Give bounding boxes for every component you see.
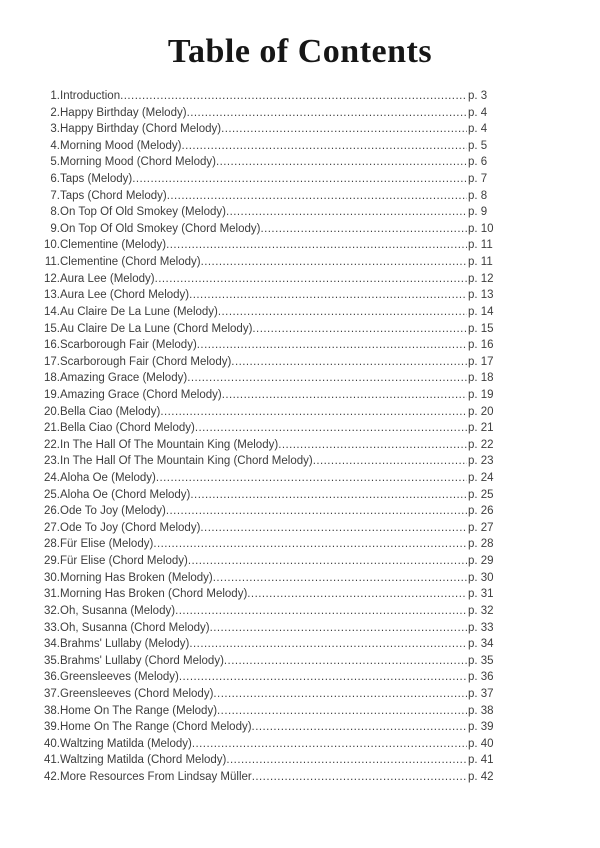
toc-entry-title: Morning Mood (Chord Melody): [60, 156, 216, 169]
toc-entry-title: Für Elise (Melody): [60, 538, 154, 551]
toc-entry-title: Happy Birthday (Melody): [60, 106, 187, 119]
toc-entry-page: p. 21: [468, 422, 494, 435]
toc-entry-leader-area: [30, 522, 467, 539]
toc-entry: [30, 522, 580, 539]
dot-leader: [252, 323, 467, 340]
page-title: Table of Contents: [167, 33, 433, 70]
dot-leader: [213, 572, 467, 589]
toc-entry-leader-area: [30, 705, 467, 722]
toc-entry-number: 14.: [44, 305, 60, 318]
toc-entry: [30, 688, 580, 705]
toc-entry-leader-area: [30, 439, 467, 456]
dot-leader: [201, 256, 467, 273]
toc-entry-number: 34.: [44, 638, 60, 651]
toc-entry-number: 3.: [50, 123, 60, 136]
toc-entry: [30, 505, 580, 522]
toc-entry-number: 39.: [44, 721, 60, 734]
toc-entry-number: 26.: [44, 505, 60, 518]
toc-entry-title: Aura Lee (Melody): [60, 272, 155, 285]
toc-entry-title: Amazing Grace (Chord Melody): [60, 388, 222, 401]
toc-entry-number: 28.: [44, 538, 60, 551]
toc-entry-leader-area: [30, 489, 467, 506]
toc-entry-page: p. 7: [468, 173, 488, 186]
toc-entry: [30, 140, 580, 157]
dot-leader: [167, 190, 467, 207]
toc-entry-number: 42.: [44, 770, 60, 783]
toc-entry: [30, 389, 580, 406]
toc-entry-leader-area: [30, 638, 467, 655]
toc-entry-number: 25.: [44, 488, 60, 501]
toc-entry-number: 22.: [44, 438, 60, 451]
toc-entry-page: p. 24: [468, 472, 494, 485]
toc-entry: [30, 156, 580, 173]
dot-leader: [221, 123, 467, 140]
toc-entry-title: Clementine (Chord Melody): [60, 256, 201, 269]
dot-leader: [195, 422, 467, 439]
toc-entry-title: Aloha Oe (Chord Melody): [60, 488, 191, 501]
dot-leader: [313, 455, 467, 472]
toc-entry-title: In The Hall Of The Mountain King (Chord Melody): [60, 455, 313, 468]
dot-leader: [187, 372, 467, 389]
toc-entry-title: Amazing Grace (Melody): [60, 372, 188, 385]
toc-entry-title: Scarborough Fair (Melody): [60, 339, 197, 352]
toc-entry-page: p. 25: [468, 488, 494, 501]
toc-entry-number: 7.: [50, 189, 60, 202]
toc-entry-title: Introduction: [60, 90, 121, 102]
toc-entry-leader-area: [30, 622, 467, 639]
toc-entry-number: 6.: [50, 173, 60, 186]
dot-leader: [226, 754, 467, 771]
toc-entry-number: 8.: [50, 206, 60, 219]
toc-entry-number: 17.: [44, 355, 60, 368]
toc-entry-title: Oh, Susanna (Chord Melody): [60, 621, 210, 634]
toc-entry-leader-area: [30, 123, 467, 140]
toc-entry-number: 35.: [44, 654, 60, 667]
toc-entry-page: p. 32: [468, 604, 494, 617]
toc-entry: [30, 588, 580, 605]
toc-entry-leader-area: [30, 472, 467, 489]
toc-entry: [30, 754, 580, 771]
toc-entry-number: 1.: [50, 90, 60, 102]
toc-entry: [30, 455, 580, 472]
toc-entry-page: p. 11: [468, 256, 493, 269]
toc-entry-title: Greensleeves (Melody): [60, 671, 179, 684]
toc-entry-number: 31.: [44, 588, 60, 601]
toc-entry-number: 10.: [44, 239, 60, 252]
toc-entry-number: 9.: [50, 222, 60, 235]
toc-entry: [30, 771, 580, 788]
dot-leader: [252, 771, 467, 788]
toc-entry-leader-area: [30, 223, 467, 240]
toc-entry-page: p. 30: [468, 571, 494, 584]
toc-entry-number: 38.: [44, 704, 60, 717]
toc-entry: [30, 372, 580, 389]
dot-leader: [190, 489, 467, 506]
dot-leader: [200, 522, 467, 539]
dot-leader: [189, 289, 467, 306]
toc-entry: [30, 306, 580, 323]
toc-entry-title: Aloha Oe (Melody): [60, 472, 156, 485]
toc-entry-page: p. 9: [468, 206, 488, 219]
dot-leader: [155, 273, 467, 290]
toc-entry-title: Brahms' Lullaby (Melody): [60, 638, 190, 651]
toc-entry-leader-area: [30, 339, 467, 356]
toc-entry-number: 5.: [50, 156, 60, 169]
toc-entry-leader-area: [30, 721, 467, 738]
toc-entry-page: p. 12: [468, 272, 494, 285]
toc-entry-title: Au Claire De La Lune (Melody): [60, 305, 218, 318]
toc-entry: [30, 223, 580, 240]
toc-entry-page: p. 20: [468, 405, 494, 418]
toc-entry-page: p. 40: [468, 737, 494, 750]
toc-entry-title: Ode To Joy (Chord Melody): [60, 521, 201, 534]
toc-entry-leader-area: [30, 389, 467, 406]
toc-entry-page: p. 35: [468, 654, 494, 667]
toc-entry-title: Brahms' Lullaby (Chord Melody): [60, 654, 224, 667]
toc-entry-number: 32.: [44, 604, 60, 617]
dot-leader: [260, 223, 467, 240]
toc-entry: [30, 190, 580, 207]
toc-entry: [30, 439, 580, 456]
toc-entry-leader-area: [30, 323, 467, 340]
dot-leader: [217, 705, 467, 722]
toc-entry-leader-area: [30, 688, 467, 705]
toc-entry-leader-area: [30, 771, 467, 788]
toc-entry-leader-area: [30, 505, 467, 522]
toc-entry-leader-area: [30, 406, 467, 423]
toc-entry-title: Aura Lee (Chord Melody): [60, 289, 190, 302]
toc-entry: [30, 738, 580, 755]
toc-entry: [30, 406, 580, 423]
toc-entry-number: 29.: [44, 555, 60, 568]
dot-leader: [153, 538, 467, 555]
dot-leader: [192, 738, 467, 755]
toc-entry: [30, 422, 580, 439]
toc-entry-page: p. 8: [468, 189, 488, 202]
toc-entry-number: 20.: [44, 405, 60, 418]
toc-entry-title: Greensleeves (Chord Melody): [60, 687, 214, 700]
dot-leader: [179, 671, 467, 688]
toc-entry-page: p. 42: [468, 770, 494, 783]
toc-entry-page: p. 4: [468, 106, 488, 119]
toc-entry-page: p. 41: [468, 754, 494, 767]
toc-entry-page: p. 36: [468, 671, 494, 684]
toc-entry-page: p. 27: [468, 521, 494, 534]
toc-entry-number: 40.: [44, 737, 60, 750]
toc-entry: [30, 638, 580, 655]
toc-entry-title: Morning Has Broken (Chord Melody): [60, 588, 248, 601]
toc-entry-number: 33.: [44, 621, 60, 634]
dot-leader: [216, 156, 467, 173]
dot-leader: [218, 306, 467, 323]
toc-entry: [30, 256, 580, 273]
toc-entry: [30, 123, 580, 140]
toc-entry-title: More Resources From Lindsay Müller: [60, 770, 252, 783]
toc-entry-number: 13.: [44, 289, 60, 302]
toc-entry-page: p. 6: [468, 156, 488, 169]
toc-entry: [30, 339, 580, 356]
dot-leader: [187, 107, 467, 124]
toc-entry-page: p. 19: [468, 388, 494, 401]
toc-entry-title: Morning Has Broken (Melody): [60, 571, 213, 584]
toc-entry-number: 23.: [44, 455, 60, 468]
dot-leader: [210, 622, 467, 639]
toc-entry-page: p. 10: [468, 222, 494, 235]
toc-entry-number: 11.: [44, 256, 60, 269]
toc-entry-leader-area: [30, 289, 467, 306]
toc-entry: [30, 705, 580, 722]
toc-entry-page: p. 34: [468, 638, 494, 651]
dot-leader: [226, 206, 467, 223]
toc-entry-leader-area: [30, 356, 467, 373]
toc-entry-number: 16.: [44, 339, 60, 352]
toc-entry-leader-area: [30, 140, 467, 157]
toc-entry: [30, 356, 580, 373]
dot-leader: [213, 688, 467, 705]
dot-leader: [156, 472, 467, 489]
toc-entry-leader-area: [30, 754, 467, 771]
toc-entry-number: 36.: [44, 671, 60, 684]
toc-entry-page: p. 14: [468, 305, 494, 318]
toc-entry: [30, 671, 580, 688]
toc-entry-title: Scarborough Fair (Chord Melody): [60, 355, 232, 368]
toc-entry-page: p. 38: [468, 704, 494, 717]
toc-entry-title: Home On The Range (Melody): [60, 704, 218, 717]
toc-entry-leader-area: [30, 372, 467, 389]
toc-entry-page: p. 3: [468, 90, 488, 102]
toc-entry-page: p. 22: [468, 438, 494, 451]
toc-entry-number: 27.: [44, 521, 60, 534]
toc-entry-title: Für Elise (Chord Melody): [60, 555, 188, 568]
toc-entry: [30, 538, 580, 555]
toc-entry-page: p. 11: [468, 239, 493, 252]
toc-entry-page: p. 13: [468, 289, 494, 302]
toc-entry: [30, 555, 580, 572]
toc-entry-number: 4.: [50, 139, 60, 152]
dot-leader: [252, 721, 467, 738]
toc-entry-page: p. 17: [468, 355, 494, 368]
toc-entry-leader-area: [30, 555, 467, 572]
toc-entry-title: Taps (Melody): [60, 173, 133, 186]
toc-entry-number: 30.: [44, 571, 60, 584]
toc-entry: [30, 489, 580, 506]
toc-entry-number: 15.: [44, 322, 60, 335]
toc-entry-number: 37.: [44, 687, 60, 700]
dot-leader: [132, 173, 467, 190]
toc-entry: [30, 107, 580, 124]
dot-leader: [160, 406, 467, 423]
toc-entry-number: 12.: [44, 272, 60, 285]
toc-entry-title: Bella Ciao (Melody): [60, 405, 161, 418]
dot-leader: [247, 588, 467, 605]
toc-entry-page: p. 26: [468, 505, 494, 518]
toc-entry-title: Au Claire De La Lune (Chord Melody): [60, 322, 253, 335]
toc-entry-leader-area: [30, 306, 467, 323]
toc-entry-number: 19.: [44, 388, 60, 401]
dot-leader: [278, 439, 467, 456]
toc-entry-leader-area: [30, 190, 467, 207]
toc-entry: [30, 605, 580, 622]
toc-entry-page: p. 28: [468, 538, 494, 551]
toc-entry-leader-area: [30, 671, 467, 688]
toc-entry-leader-area: [30, 455, 467, 472]
toc-entry-page: p. 15: [468, 322, 494, 335]
toc-entry-leader-area: [30, 206, 467, 223]
toc-entry: [30, 206, 580, 223]
toc-entry-leader-area: [30, 605, 467, 622]
toc-entry-number: 18.: [44, 372, 60, 385]
toc-entry-title: Waltzing Matilda (Chord Melody): [60, 754, 227, 767]
toc-entry-number: 21.: [44, 422, 60, 435]
toc-entry-leader-area: [30, 572, 467, 589]
toc-entry-leader-area: [30, 107, 467, 124]
toc-entry-leader-area: [30, 90, 467, 107]
toc-entry-title: Waltzing Matilda (Melody): [60, 737, 192, 750]
dot-leader: [197, 339, 467, 356]
toc-entry: [30, 655, 580, 672]
table-of-contents-list: [30, 90, 580, 788]
dot-leader: [181, 140, 467, 157]
toc-entry-leader-area: [30, 173, 467, 190]
toc-entry-title: Morning Mood (Melody): [60, 139, 182, 152]
toc-entry: [30, 472, 580, 489]
dot-leader: [222, 389, 467, 406]
toc-entry-page: p. 29: [468, 555, 494, 568]
toc-entry-leader-area: [30, 655, 467, 672]
toc-entry-page: p. 4: [468, 123, 488, 136]
toc-entry-title: Bella Ciao (Chord Melody): [60, 422, 195, 435]
toc-entry-title: Ode To Joy (Melody): [60, 505, 166, 518]
toc-entry: [30, 622, 580, 639]
toc-entry-leader-area: [30, 256, 467, 273]
toc-entry-title: In The Hall Of The Mountain King (Melody): [60, 438, 279, 451]
toc-entry-title: Clementine (Melody): [60, 239, 167, 252]
toc-entry-title: On Top Of Old Smokey (Chord Melody): [60, 222, 261, 235]
toc-entry-title: Happy Birthday (Chord Melody): [60, 123, 222, 136]
toc-entry: [30, 721, 580, 738]
dot-leader: [188, 555, 467, 572]
toc-entry: [30, 173, 580, 190]
toc-entry-page: p. 31: [468, 588, 494, 601]
toc-entry: [30, 90, 580, 107]
toc-entry-leader-area: [30, 273, 467, 290]
toc-entry: [30, 323, 580, 340]
dot-leader: [120, 90, 467, 107]
dot-leader: [166, 505, 467, 522]
toc-entry-page: p. 23: [468, 455, 494, 468]
toc-entry-page: p. 18: [468, 372, 494, 385]
toc-entry-leader-area: [30, 422, 467, 439]
toc-entry-number: 24.: [44, 472, 60, 485]
dot-leader: [175, 605, 467, 622]
toc-entry-leader-area: [30, 738, 467, 755]
toc-entry: [30, 289, 580, 306]
toc-entry-page: p. 37: [468, 687, 494, 700]
toc-entry-leader-area: [30, 538, 467, 555]
toc-entry-title: On Top Of Old Smokey (Melody): [60, 206, 226, 219]
toc-entry-title: Taps (Chord Melody): [60, 189, 167, 202]
toc-entry-page: p. 5: [468, 139, 488, 152]
toc-entry: [30, 572, 580, 589]
toc-entry: [30, 239, 580, 256]
dot-leader: [231, 356, 467, 373]
toc-entry-page: p. 39: [468, 721, 494, 734]
toc-entry-leader-area: [30, 239, 467, 256]
dot-leader: [166, 239, 467, 256]
toc-entry-number: 41.: [44, 754, 60, 767]
toc-entry: [30, 273, 580, 290]
toc-entry-title: Oh, Susanna (Melody): [60, 604, 176, 617]
toc-entry-page: p. 33: [468, 621, 494, 634]
toc-entry-page: p. 16: [468, 339, 494, 352]
dot-leader: [189, 638, 467, 655]
toc-entry-leader-area: [30, 156, 467, 173]
toc-entry-title: Home On The Range (Chord Melody): [60, 721, 252, 734]
toc-entry-number: 2.: [50, 106, 60, 119]
dot-leader: [224, 655, 467, 672]
toc-entry-leader-area: [30, 588, 467, 605]
